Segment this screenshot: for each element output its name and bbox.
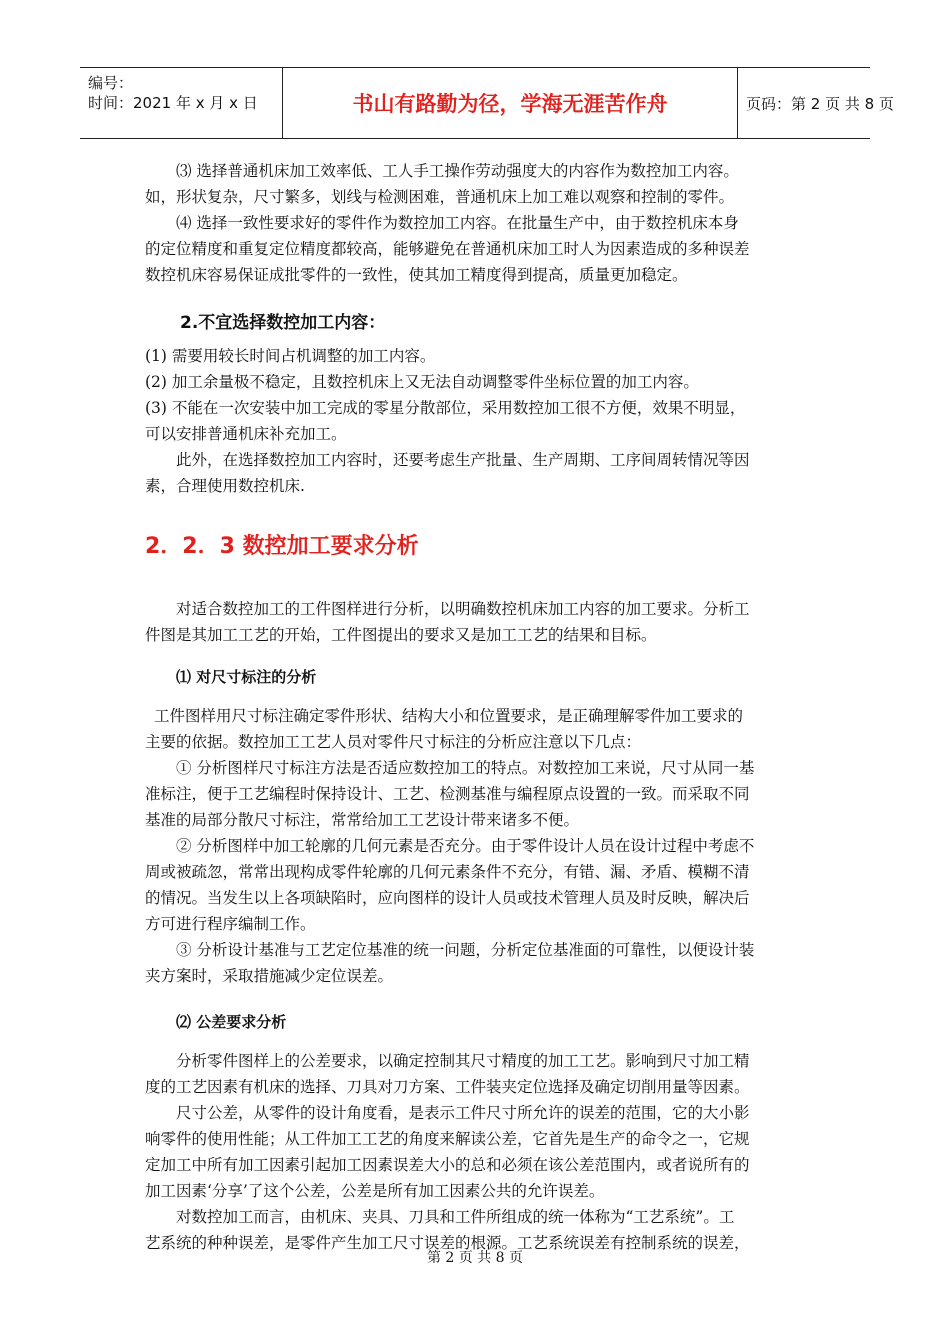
page-header bbox=[80, 67, 894, 139]
section2-line: 此外，在选择数控加工内容时，还要考虑生产批量、生产周期、工序间周转情况等因 bbox=[176, 451, 750, 469]
sub2-line: 艺系统的种种误差，是零件产生加工尺寸误差的根源。工艺系统误差有控制系统的误差， bbox=[145, 1234, 750, 1252]
sub2-line: 加工因素‘分享’了这个公差，公差是所有加工因素公共的允许误差。 bbox=[145, 1182, 605, 1200]
subsection-dimension-heading: ⑴ 对尺寸标注的分析 bbox=[176, 668, 317, 686]
intro-line: 的定位精度和重复定位精度都较高，能够避免在普通机床加工时人为因素造成的多种误差 bbox=[145, 240, 750, 258]
section-heading-2-2-3: 2．2．3 数控加工要求分析 bbox=[145, 534, 419, 559]
sub1-line: 方可进行程序编制工作。 bbox=[145, 915, 316, 933]
sub2-line: 定加工中所有加工因素引起加工因素误差大小的总和必须在该公差范围内，或者说所有的 bbox=[145, 1156, 750, 1174]
section2-line: 可以安排普通机床补充加工。 bbox=[145, 425, 347, 443]
page-footer: 第 2 页 共 8 页 bbox=[426, 1250, 524, 1266]
sub1-line: 夹方案时，采取措施减少定位误差。 bbox=[145, 967, 394, 985]
intro-line: ⑷ 选择一致性要求好的零件作为数控加工内容。在批量生产中，由于数控机床本身 bbox=[176, 214, 739, 232]
document-body bbox=[145, 158, 815, 1256]
header-motto: 书山有路勤为径，学海无涯苦作舟 bbox=[282, 68, 738, 138]
sub1-line: ① 分析图样尺寸标注方法是否适应数控加工的特点。对数控加工来说，尺寸从同一基 bbox=[176, 759, 755, 777]
section223-line: 件图是其加工工艺的开始，工件图提出的要求又是加工工艺的结果和目标。 bbox=[145, 626, 657, 644]
section2-line: (2) 加工余量极不稳定，且数控机床上又无法自动调整零件坐标位置的加工内容。 bbox=[145, 373, 699, 391]
sub2-line: 对数控加工而言，由机床、夹具、刀具和工件所组成的统一体称为“工艺系统”。工 bbox=[176, 1208, 735, 1226]
sub2-line: 分析零件图样上的公差要求，以确定控制其尺寸精度的加工工艺。影响到尺寸加工精 bbox=[176, 1052, 750, 1070]
sub1-line: 基准的局部分散尺寸标注，常常给加工工艺设计带来诸多不便。 bbox=[145, 811, 580, 829]
sub1-line: ③ 分析设计基准与工艺定位基准的统一问题，分析定位基准面的可靠性，以便设计装 bbox=[176, 941, 755, 959]
section2-line: 素，合理使用数控机床. bbox=[145, 477, 305, 495]
subsection-tolerance-heading: ⑵ 公差要求分析 bbox=[176, 1013, 287, 1031]
intro-line: 如，形状复杂，尺寸繁多，划线与检测困难，普通机床上加工难以观察和控制的零件。 bbox=[145, 188, 735, 206]
header-date-label: 时间：2021 年 x 月 x 日 bbox=[88, 94, 258, 112]
sub1-line: 周或被疏忽，常常出现构成零件轮廓的几何元素条件不充分，有错、漏、矛盾、模糊不清 bbox=[145, 863, 750, 881]
sub1-line: 准标注，便于工艺编程时保持设计、工艺、检测基准与编程原点设置的一致。而采取不同 bbox=[145, 785, 750, 803]
section2-line: (3) 不能在一次安装中加工完成的零星分散部位，采用数控加工很不方便，效果不明显， bbox=[145, 399, 746, 417]
intro-line: 数控机床容易保证成批零件的一致性，使其加工精度得到提高，质量更加稳定。 bbox=[145, 266, 688, 284]
sub1-line: 的情况。当发生以上各项缺陷时，应向图样的设计人员或技术管理人员及时反映，解决后 bbox=[145, 889, 750, 907]
sub1-line: 主要的依据。数控加工工艺人员对零件尺寸标注的分析应注意以下几点： bbox=[145, 733, 642, 751]
sub2-line: 响零件的使用性能；从工件加工工艺的角度来解读公差，它首先是生产的命令之一，它规 bbox=[145, 1130, 750, 1148]
section2-heading: 2.不宜选择数控加工内容： bbox=[180, 313, 386, 333]
sub2-line: 尺寸公差，从零件的设计角度看，是表示工件尺寸所允许的误差的范围，它的大小影 bbox=[176, 1104, 750, 1122]
sub2-line: 度的工艺因素有机床的选择、刀具对刀方案、工件装夹定位选择及确定切削用量等因素。 bbox=[145, 1078, 750, 1096]
section2-line: (1) 需要用较长时间占机调整的加工内容。 bbox=[145, 347, 436, 365]
intro-line: ⑶ 选择普通机床加工效率低、工人手工操作劳动强度大的内容作为数控加工内容。 bbox=[176, 162, 739, 180]
sub1-line: ② 分析图样中加工轮廓的几何元素是否充分。由于零件设计人员在设计过程中考虑不 bbox=[176, 837, 755, 855]
header-page-label: 页码：第 2 页 共 8 页 bbox=[746, 94, 894, 113]
sub1-line: 工件图样用尺寸标注确定零件形状、结构大小和位置要求，是正确理解零件加工要求的 bbox=[154, 707, 744, 725]
section223-line: 对适合数控加工的工件图样进行分析，以明确数控机床加工内容的加工要求。分析工 bbox=[176, 600, 750, 618]
header-meta bbox=[80, 68, 282, 138]
header-id-label: 编号： bbox=[88, 74, 134, 92]
